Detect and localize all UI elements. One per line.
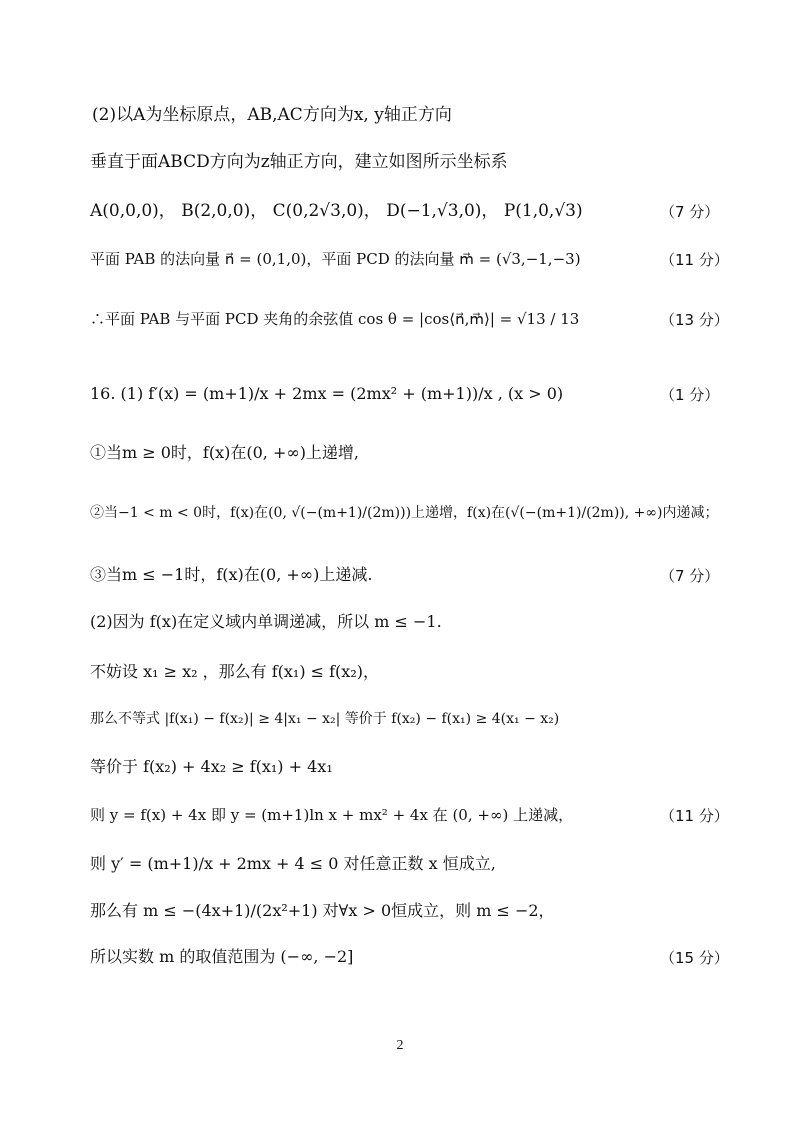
line-text: 则 y = f(x) + 4x 即 y = (m+1)ln x + mx² + 4x 在 (0, +∞) 上递减， <box>90 805 574 824</box>
solution-line-7 <box>0 440 800 466</box>
line-text: 不妨设 x₁ ≥ x₂ ，那么有 f(x₁) ≤ f(x₂)， <box>90 662 379 681</box>
score-label: （1 分） <box>660 385 720 404</box>
score-label: （11 分） <box>660 806 729 825</box>
page-number: 2 <box>396 1038 404 1053</box>
solution-line-5 <box>0 306 800 332</box>
score-label: （11 分） <box>660 250 729 269</box>
line-text: 则 y′ = (m+1)/x + 2mx + 4 ≤ 0 对任意正数 x 恒成立, <box>90 854 496 873</box>
line-text: (2)因为 f(x)在定义域内单调递减，所以 m ≤ −1. <box>90 612 442 631</box>
line-text: 平面 PAB 的法向量 n⃗ = (0,1,0)，平面 PCD 的法向量 m⃗ = (√3,−1,−3) <box>90 249 581 268</box>
score-label: （7 分） <box>660 202 720 221</box>
line-text: (2)以A为坐标原点，AB,AC方向为x, y轴正方向 <box>92 104 452 125</box>
solution-line-4 <box>0 246 800 272</box>
line-text: 等价于 f(x₂) + 4x₂ ≥ f(x₁) + 4x₁ <box>90 757 333 776</box>
solution-line-12 <box>0 706 800 732</box>
solution-line-9 <box>0 562 800 588</box>
line-text: 垂直于面ABCD方向为z轴正方向，建立如图所示坐标系 <box>90 151 508 172</box>
line-text: ②当−1 < m < 0时，f(x)在(0, √(−(m+1)/(2m)))上递增，f(x)在(√(−(m+1)/(2m)), +∞)内递减； <box>90 505 719 521</box>
solution-line-3 <box>0 198 800 224</box>
solution-line-14 <box>0 802 800 828</box>
score-label: （13 分） <box>660 310 729 329</box>
line-text: A(0,0,0)， B(2,0,0)， C(0,2√3,0)， D(−1,√3,0)， P(1,0,√3) <box>90 200 583 221</box>
solution-line-16 <box>0 898 800 924</box>
solution-line-10 <box>0 609 800 635</box>
solution-line-11 <box>0 659 800 685</box>
line-text: ∴平面 PAB 与平面 PCD 夹角的余弦值 cos θ = |cos⟨n⃗,m⃗⟩| = √13 / 13 <box>90 309 580 328</box>
score-label: （15 分） <box>660 948 729 967</box>
score-label: （7 分） <box>660 566 720 585</box>
solution-line-15 <box>0 851 800 877</box>
solution-line-17 <box>0 944 800 970</box>
line-text: 所以实数 m 的取值范围为 (−∞, −2] <box>90 947 354 966</box>
line-text: ①当m ≥ 0时，f(x)在(0, +∞)上递增, <box>90 443 360 462</box>
solution-line-6 <box>0 381 800 407</box>
line-text: 16. (1) f′(x) = (m+1)/x + 2mx = (2mx² + (m+1))/x , (x > 0) <box>90 384 564 403</box>
solution-line-8 <box>0 500 800 526</box>
line-text: ③当m ≤ −1时，f(x)在(0, +∞)上递减. <box>90 565 373 584</box>
solution-line-2 <box>0 149 800 175</box>
solution-line-13 <box>0 754 800 780</box>
line-text: 那么有 m ≤ −(4x+1)/(2x²+1) 对∀x > 0恒成立，则 m ≤ −2， <box>90 901 555 920</box>
line-text: 那么不等式 |f(x₁) − f(x₂)| ≥ 4|x₁ − x₂| 等价于 f(x₂) − f(x₁) ≥ 4(x₁ − x₂) <box>90 711 560 727</box>
solution-line-1 <box>0 102 800 128</box>
